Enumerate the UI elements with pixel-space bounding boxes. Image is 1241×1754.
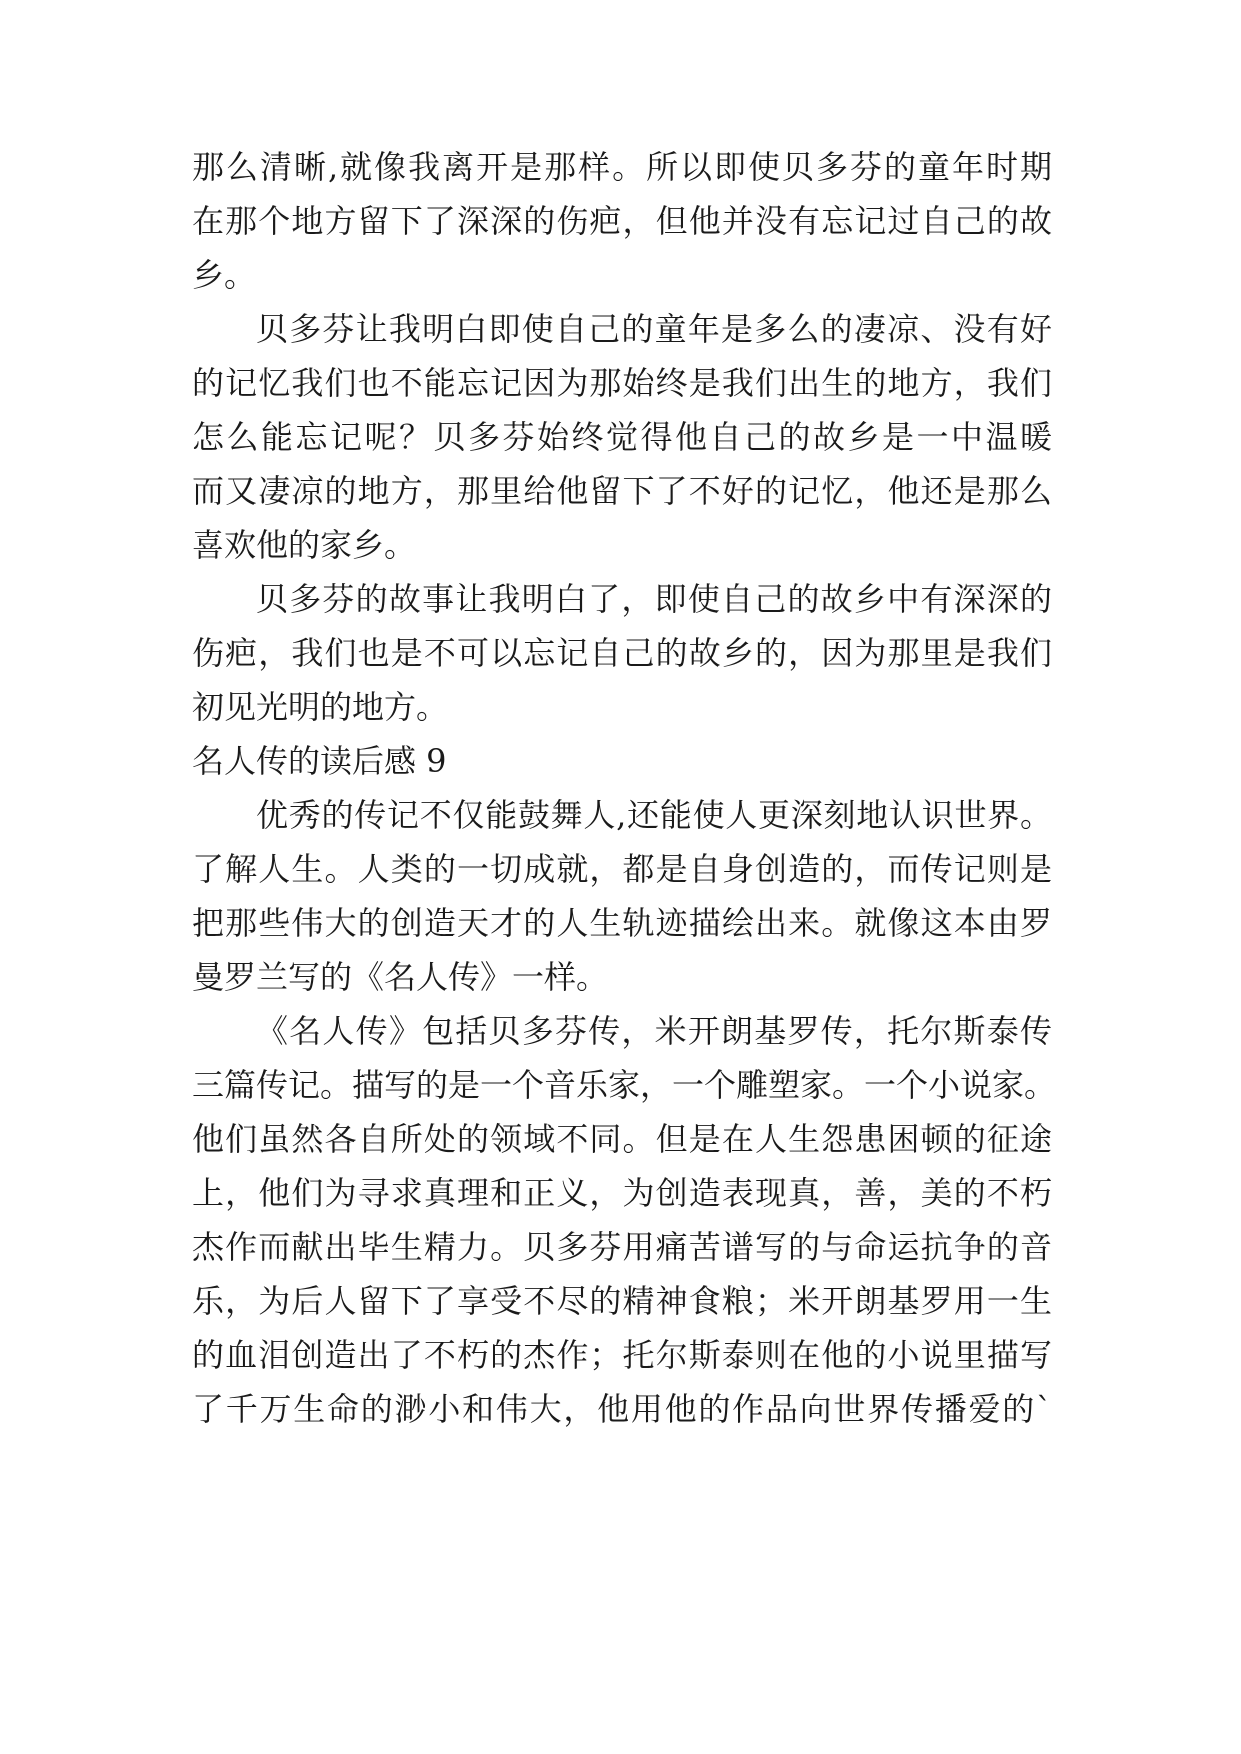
text-line: 上，他们为寻求真理和正义，为创造表现真，善，美的不朽 <box>192 1174 1052 1212</box>
text-line: 三篇传记。描写的是一个音乐家，一个雕塑家。一个小说家。 <box>192 1066 1057 1104</box>
text-line: 把那些伟大的创造天才的人生轨迹描绘出来。就像这本由罗 <box>192 904 1052 942</box>
paragraph-first-line: 《名人传》包括贝多芬传，米开朗基罗传，托尔斯泰传 <box>256 1012 1052 1050</box>
text-line: 在那个地方留下了深深的伤疤，但他并没有忘记过自己的故 <box>192 202 1052 240</box>
text-line: 的血泪创造出了不朽的杰作；托尔斯泰则在他的小说里描写 <box>192 1336 1052 1374</box>
text-line: 那么清晰,就像我离开是那样。所以即使贝多芬的童年时期 <box>192 148 1052 186</box>
paragraph-first-line: 贝多芬的故事让我明白了，即使自己的故乡中有深深的 <box>256 580 1052 618</box>
text-line: 伤疤，我们也是不可以忘记自己的故乡的，因为那里是我们 <box>192 634 1052 672</box>
text-line: 乐，为后人留下了享受不尽的精神食粮；米开朗基罗用一生 <box>192 1282 1052 1320</box>
paragraph-first-line: 贝多芬让我明白即使自己的童年是多么的凄凉、没有好 <box>256 310 1052 348</box>
section-heading: 名人传的读后感 9 <box>192 742 447 780</box>
text-line: 了解人生。人类的一切成就，都是自身创造的，而传记则是 <box>192 850 1052 888</box>
text-line: 而又凄凉的地方，那里给他留下了不好的记忆，他还是那么 <box>192 472 1052 510</box>
text-line: 曼罗兰写的《名人传》一样。 <box>192 958 609 996</box>
text-line: 了千万生命的渺小和伟大，他用他的作品向世界传播爱的` <box>192 1390 1052 1428</box>
text-line: 的记忆我们也不能忘记因为那始终是我们出生的地方，我们 <box>192 364 1052 402</box>
text-line: 乡。 <box>192 256 257 294</box>
text-line: 杰作而献出毕生精力。贝多芬用痛苦谱写的与命运抗争的音 <box>192 1228 1052 1266</box>
text-line: 怎么能忘记呢？贝多芬始终觉得他自己的故乡是一中温暖 <box>192 418 1052 456</box>
text-line: 他们虽然各自所处的领域不同。但是在人生怨患困顿的征途 <box>192 1120 1052 1158</box>
paragraph-first-line: 优秀的传记不仅能鼓舞人,还能使人更深刻地认识世界。 <box>256 796 1052 834</box>
text-line: 初见光明的地方。 <box>192 688 449 726</box>
text-line: 喜欢他的家乡。 <box>192 526 417 564</box>
